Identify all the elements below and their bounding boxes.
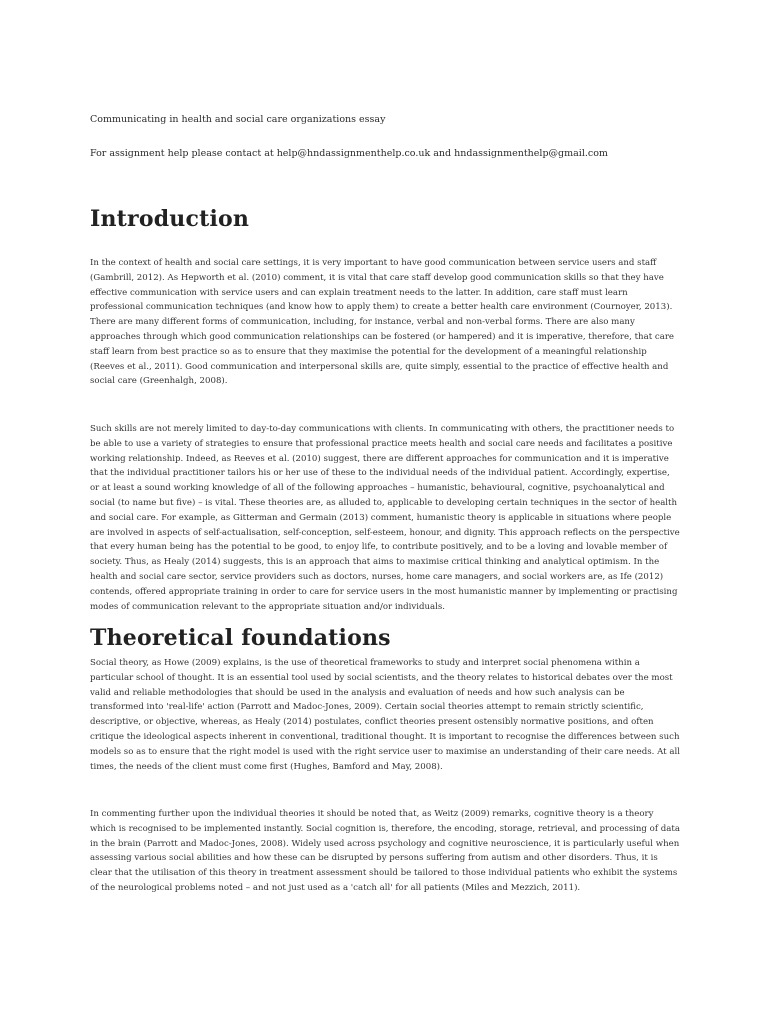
section-heading-introduction: Introduction: [90, 206, 250, 232]
paragraph-theory-1: Social theory, as Howe (2009) explains, is the use of theoretical frameworks to study and interpret social phenomena within a particular school of thought. It is an essential tool used by social scientists, and the theory relates to historical debates over the most valid and reliable methodologies that should be used in the analysis and evaluation of needs and how such analysis can be transformed into 'real-life' action (Parrott and Madoc-Jones, 2009). Certain social theories attempt to remain strictly scientific, descriptive, or objective, whereas, as Healy (2014) postulates, conflict theories present ostensibly normative positions, and often critique the ideological aspects inherent in conventional, traditional thought. It is important to recognise the differences between such models so as to ensure that the right model is used with the right service user to maximise an understanding of their care needs. At all times, the needs of the client must come first (Hughes, Bamford and May, 2008).: [90, 658, 680, 772]
paragraph-theory-2: In commenting further upon the individual theories it should be noted that, as Weitz (2009) remarks, cognitive theory is a theory which is recognised to be implemented instantly. Social cognition is, therefore, the encoding, storage, retrieval, and processing of data in the brain (Parrott and Madoc-Jones, 2008). Widely used across psychology and cognitive neuroscience, it is particularly useful when assessing various social abilities and how these can be disrupted by persons suffering from autism and other disorders. Thus, it is clear that the utilisation of this theory in treatment assessment should be tailored to those individual patients who exhibit the systems of the neurological problems noted – and not just used as a 'catch all' for all patients (Miles and Mezzich, 2011).: [90, 809, 680, 893]
section-heading-theoretical-foundations: Theoretical foundations: [90, 625, 391, 651]
paragraph-intro-1: In the context of health and social care settings, it is very important to have good communication between service users and staff (Gambrill, 2012). As Hepworth et al. (2010) comment, it is vital that care staff develop good communication skills so that they have effective communication with service users and can explain treatment needs to the latter. In addition, care staff must learn professional communication techniques (and know how to apply them) to create a better health care environment (Cournoyer, 2013). There are many different forms of communication, including, for instance, verbal and non-verbal forms. There are also many approaches through which good communication relationships can be fostered (or hampered) and it is imperative, therefore, that care staff learn from best practice so as to ensure that they maximise the potential for the development of a meaningful relationship (Reeves et al., 2011). Good communication and interpersonal skills are, quite simply, essential to the practice of effective health and social care (Greenhalgh, 2008).: [90, 258, 675, 387]
contact-line: For assignment help please contact at help@hndassignmenthelp.co.uk and hndassignmenthelp@gmail.com: [90, 148, 608, 159]
document-title: Communicating in health and social care organizations essay: [90, 114, 386, 125]
paragraph-intro-2: Such skills are not merely limited to day-to-day communications with clients. In communicating with others, the practitioner needs to be able to use a variety of strategies to ensure that professional practice meets health and social care needs and facilitates a positive working relationship. Indeed, as Reeves et al. (2010) suggest, there are different approaches for communication and it is imperative that the individual practitioner tailors his or her use of these to the individual needs of the individual patient. Accordingly, expertise, or at least a sound working knowledge of all of the following approaches – humanistic, behavioural, cognitive, psychoanalytical and social (to name but five) – is vital. These theories are, as alluded to, applicable to developing certain techniques in the sector of health and social care. For example, as Gitterman and Germain (2013) comment, humanistic theory is applicable in situations where people are involved in aspects of self-actualisation, self-conception, self-esteem, honour, and dignity. This approach reflects on the perspective that every human being has the potential to be good, to enjoy life, to contribute positively, and to be a loving and lovable member of society. Thus, as Healy (2014) suggests, this is an approach that aims to maximise critical thinking and analytical optimism. In the health and social care sector, service providers such as doctors, nurses, home care managers, and social workers are, as Ife (2012) contends, offered appropriate training in order to care for service users in the most humanistic manner by implementing or practising modes of communication relevant to the appropriate situation and/or individuals.: [90, 424, 680, 612]
